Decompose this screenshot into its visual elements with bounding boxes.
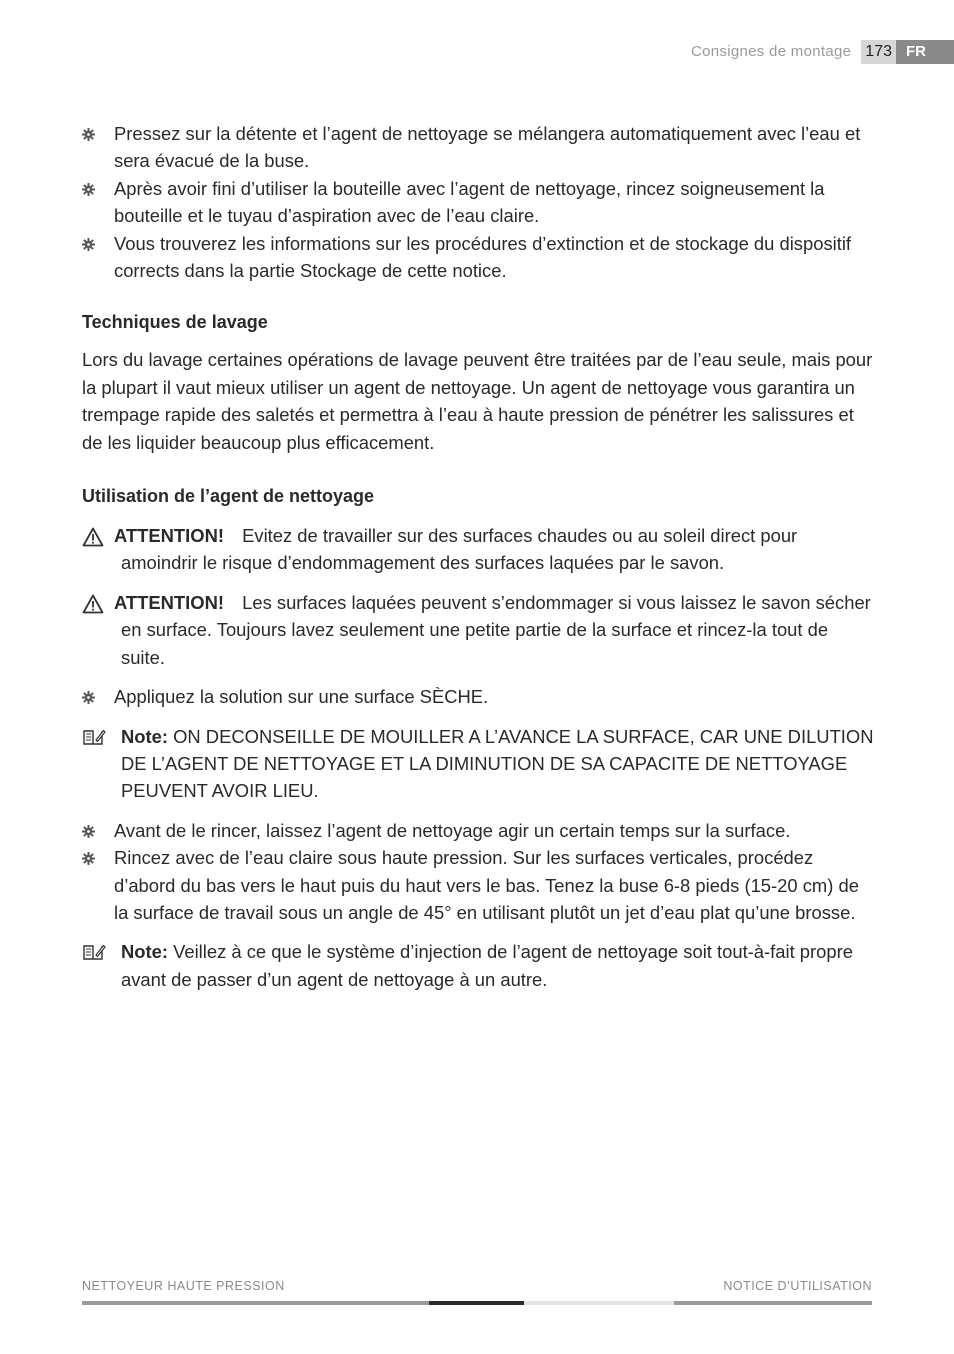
note-block <box>82 938 874 993</box>
section-heading: Utilisation de l’agent de nettoyage <box>82 486 375 507</box>
bullet-text: Appliquez la solution sur une surface SÈCHE. <box>114 686 489 708</box>
bullet-text: Avant de le rincer, laissez l’agent de nettoyage agir un certain temps sur la surface. <box>114 819 791 841</box>
section-heading: Techniques de lavage <box>82 312 268 333</box>
footer-rule <box>674 1301 872 1305</box>
footer-rule <box>524 1301 674 1305</box>
warning-triangle-icon <box>82 527 104 547</box>
warning-label: ATTENTION! <box>114 591 224 613</box>
bullet-text: Vous trouverez les informations sur les procédures d’extinction et de stockage du dispositif corrects dans la partie Stockage de cette notice. <box>114 232 852 282</box>
note-block <box>82 723 874 805</box>
note-book-icon <box>82 942 106 962</box>
list-item <box>82 844 874 926</box>
gear-bullet-icon <box>82 825 95 838</box>
gear-bullet-icon <box>82 128 95 141</box>
warning-block <box>82 522 874 577</box>
gear-bullet-icon <box>82 691 95 704</box>
note-text: Veillez à ce que le système d’injection de l’agent de nettoyage soit tout-à-fait propre avant de passer d’un agent de nettoyage à un autre. <box>121 941 853 990</box>
gear-bullet-icon <box>82 852 95 865</box>
note-book-icon <box>82 727 106 747</box>
list-item <box>82 120 874 175</box>
note-label: Note: <box>121 941 168 963</box>
page-header <box>691 40 954 64</box>
warning-text: Evitez de travailler sur des surfaces chaudes ou au soleil direct pour amoindrir le risque d’endommagement des surfaces laquées par le savon. <box>121 525 798 574</box>
warning-triangle-icon <box>82 594 104 614</box>
list-item <box>82 683 874 710</box>
footer-left-text: NETTOYEUR HAUTE PRESSION <box>82 1279 285 1293</box>
list-item <box>82 230 874 285</box>
bullet-text: Rincez avec de l’eau claire sous haute pression. Sur les surfaces verticales, procédez d’abord du bas vers le haut puis du haut vers le bas. Tenez la buse 6-8 pieds (15-20 cm) de la surface de travail sous un angle de 45° en utilisant plutôt un jet d’eau plat qu’une brosse. <box>114 847 859 923</box>
bullet-text: Pressez sur la détente et l’agent de nettoyage se mélangera automatiquement avec l’eau et sera évacué de la buse. <box>114 123 861 172</box>
warning-block <box>82 589 874 671</box>
footer-right-text: NOTICE D’UTILISATION <box>723 1279 872 1293</box>
gear-bullet-icon <box>82 238 95 251</box>
bullet-list <box>82 817 874 927</box>
list-item <box>82 817 874 844</box>
gear-bullet-icon <box>82 183 95 196</box>
header-section-title: Consignes de montage <box>691 43 852 60</box>
page-content <box>82 120 874 993</box>
footer-rule <box>82 1301 429 1305</box>
footer-rule <box>429 1301 524 1305</box>
header-language-tab: FR <box>896 40 954 64</box>
list-item <box>82 175 874 230</box>
warning-label: ATTENTION! <box>114 525 224 547</box>
bullet-text: Après avoir fini d’utiliser la bouteille avec l’agent de nettoyage, rincez soigneusement la bouteille et le tuyau d’aspiration avec de l’eau claire. <box>114 177 825 227</box>
note-text: ON DECONSEILLE DE MOUILLER A L’AVANCE LA SURFACE, CAR UNE DILUTION DE L’AGENT DE NETTOYAGE ET LA DIMINUTION DE SA CAPACITE DE NETTOYAGE PEUVENT AVOIR LIEU. <box>121 725 874 802</box>
section-paragraph: Lors du lavage certaines opérations de lavage peuvent être traitées par de l’eau seule, mais pour la plupart il vaut mieux utiliser un agent de nettoyage. Un agent de nettoyage vous garantira un trempage rapide des saletés et permettra à l’eau à haute pression de pénétrer les salissures et de les liquider beaucoup plus efficacement. <box>82 349 873 453</box>
header-page-number: 173 <box>861 40 896 64</box>
note-label: Note: <box>121 725 168 747</box>
warning-text: Les surfaces laquées peuvent s’endommager si vous laissez le savon sécher en surface. Toujours lavez seulement une petite partie de la surface et rincez-la tout de suite. <box>121 591 871 668</box>
